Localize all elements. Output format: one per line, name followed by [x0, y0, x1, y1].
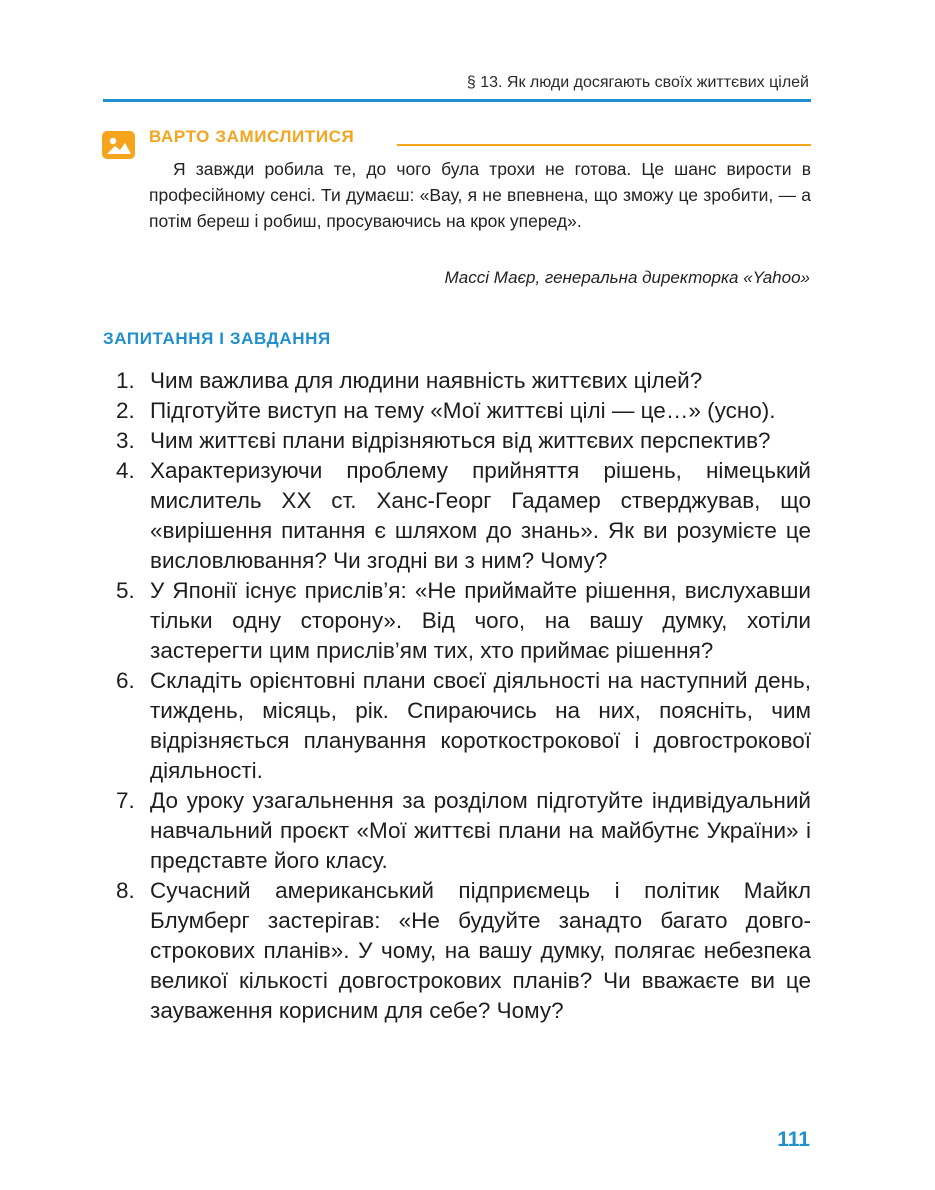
question-item: [103, 396, 811, 426]
think-heading-rule: [397, 144, 811, 146]
question-number: 8.: [116, 878, 135, 903]
question-number: 6.: [116, 668, 135, 693]
question-number: 5.: [116, 578, 135, 603]
quote-author: Массі Маєр, генеральна директорка «Yahoo»: [444, 268, 810, 287]
question-text: Сучасний американський підприємець і політик Майкл Блумберг застерігав: «Не будуйте занадто багато довгострокових планів». У чому, на вашу думку, полягає небезпека великої кількості довгострокових планів? Чи вважаєте ви це зауваження корисним для себе? Чому?: [150, 878, 811, 1023]
question-item: [103, 576, 811, 666]
question-number: 2.: [116, 398, 135, 423]
questions-list: [103, 366, 811, 1026]
question-text: У Японії існує прислів’я: «Не приймайте рішення, вислухавши тільки одну сторону». Від чого, на вашу думку, хотіли застерегти цим прислів’ям тих, хто приймає рішення?: [150, 578, 811, 663]
header-rule: [103, 99, 811, 102]
think-heading: ВАРТО ЗАМИСЛИТИСЯ: [149, 127, 355, 146]
page-number: 111: [777, 1128, 810, 1151]
questions-heading: ЗАПИТАННЯ І ЗАВДАННЯ: [103, 329, 331, 348]
question-number: 4.: [116, 458, 135, 483]
running-head: § 13. Як люди досягають своїх життєвих цілей: [466, 74, 809, 91]
question-item: [103, 366, 811, 396]
question-item: [103, 426, 811, 456]
question-item: [103, 876, 811, 1026]
quote-text: Я завжди робила те, до чого була трохи не готова. Це шанс вирости в професійному сенсі. Ти думаєш: «Вау, я не впевнена, що зможу це зробити, — а потім береш і робиш, просуваючись на крок уперед».: [149, 159, 811, 231]
question-item: [103, 456, 811, 576]
question-text: До уроку узагальнення за розділом підготуйте індивідуальний навчальний проєкт «Мої життєві плани на майбутнє України» і представте його класу.: [150, 788, 811, 873]
question-number: 1.: [116, 368, 135, 393]
question-text: Складіть орієнтовні плани своєї діяльності на наступний день, тиждень, місяць, рік. Спираючись на них, поясніть, чим відрізняється планування короткострокової і довгострокової діяльності.: [150, 668, 811, 783]
question-number: 7.: [116, 788, 135, 813]
question-item: [103, 666, 811, 786]
question-number: 3.: [116, 428, 135, 453]
question-text: Характеризуючи проблему прийняття рішень, німецький мислитель XX ст. Ханс-Георг Гадамер стверджував, що «вирішення питання є шляхом до знань». Як ви розумієте це висловлювання? Чи згодні ви з ним? Чому?: [150, 458, 811, 573]
question-text: Чим важлива для людини наявність життєвих цілей?: [150, 368, 703, 393]
image-frame-icon: [102, 131, 135, 159]
question-text: Підготуйте виступ на тему «Мої життєві цілі — це…» (усно).: [150, 398, 776, 423]
question-text: Чим життєві плани відрізняються від життєвих перспектив?: [150, 428, 771, 453]
question-item: [103, 786, 811, 876]
